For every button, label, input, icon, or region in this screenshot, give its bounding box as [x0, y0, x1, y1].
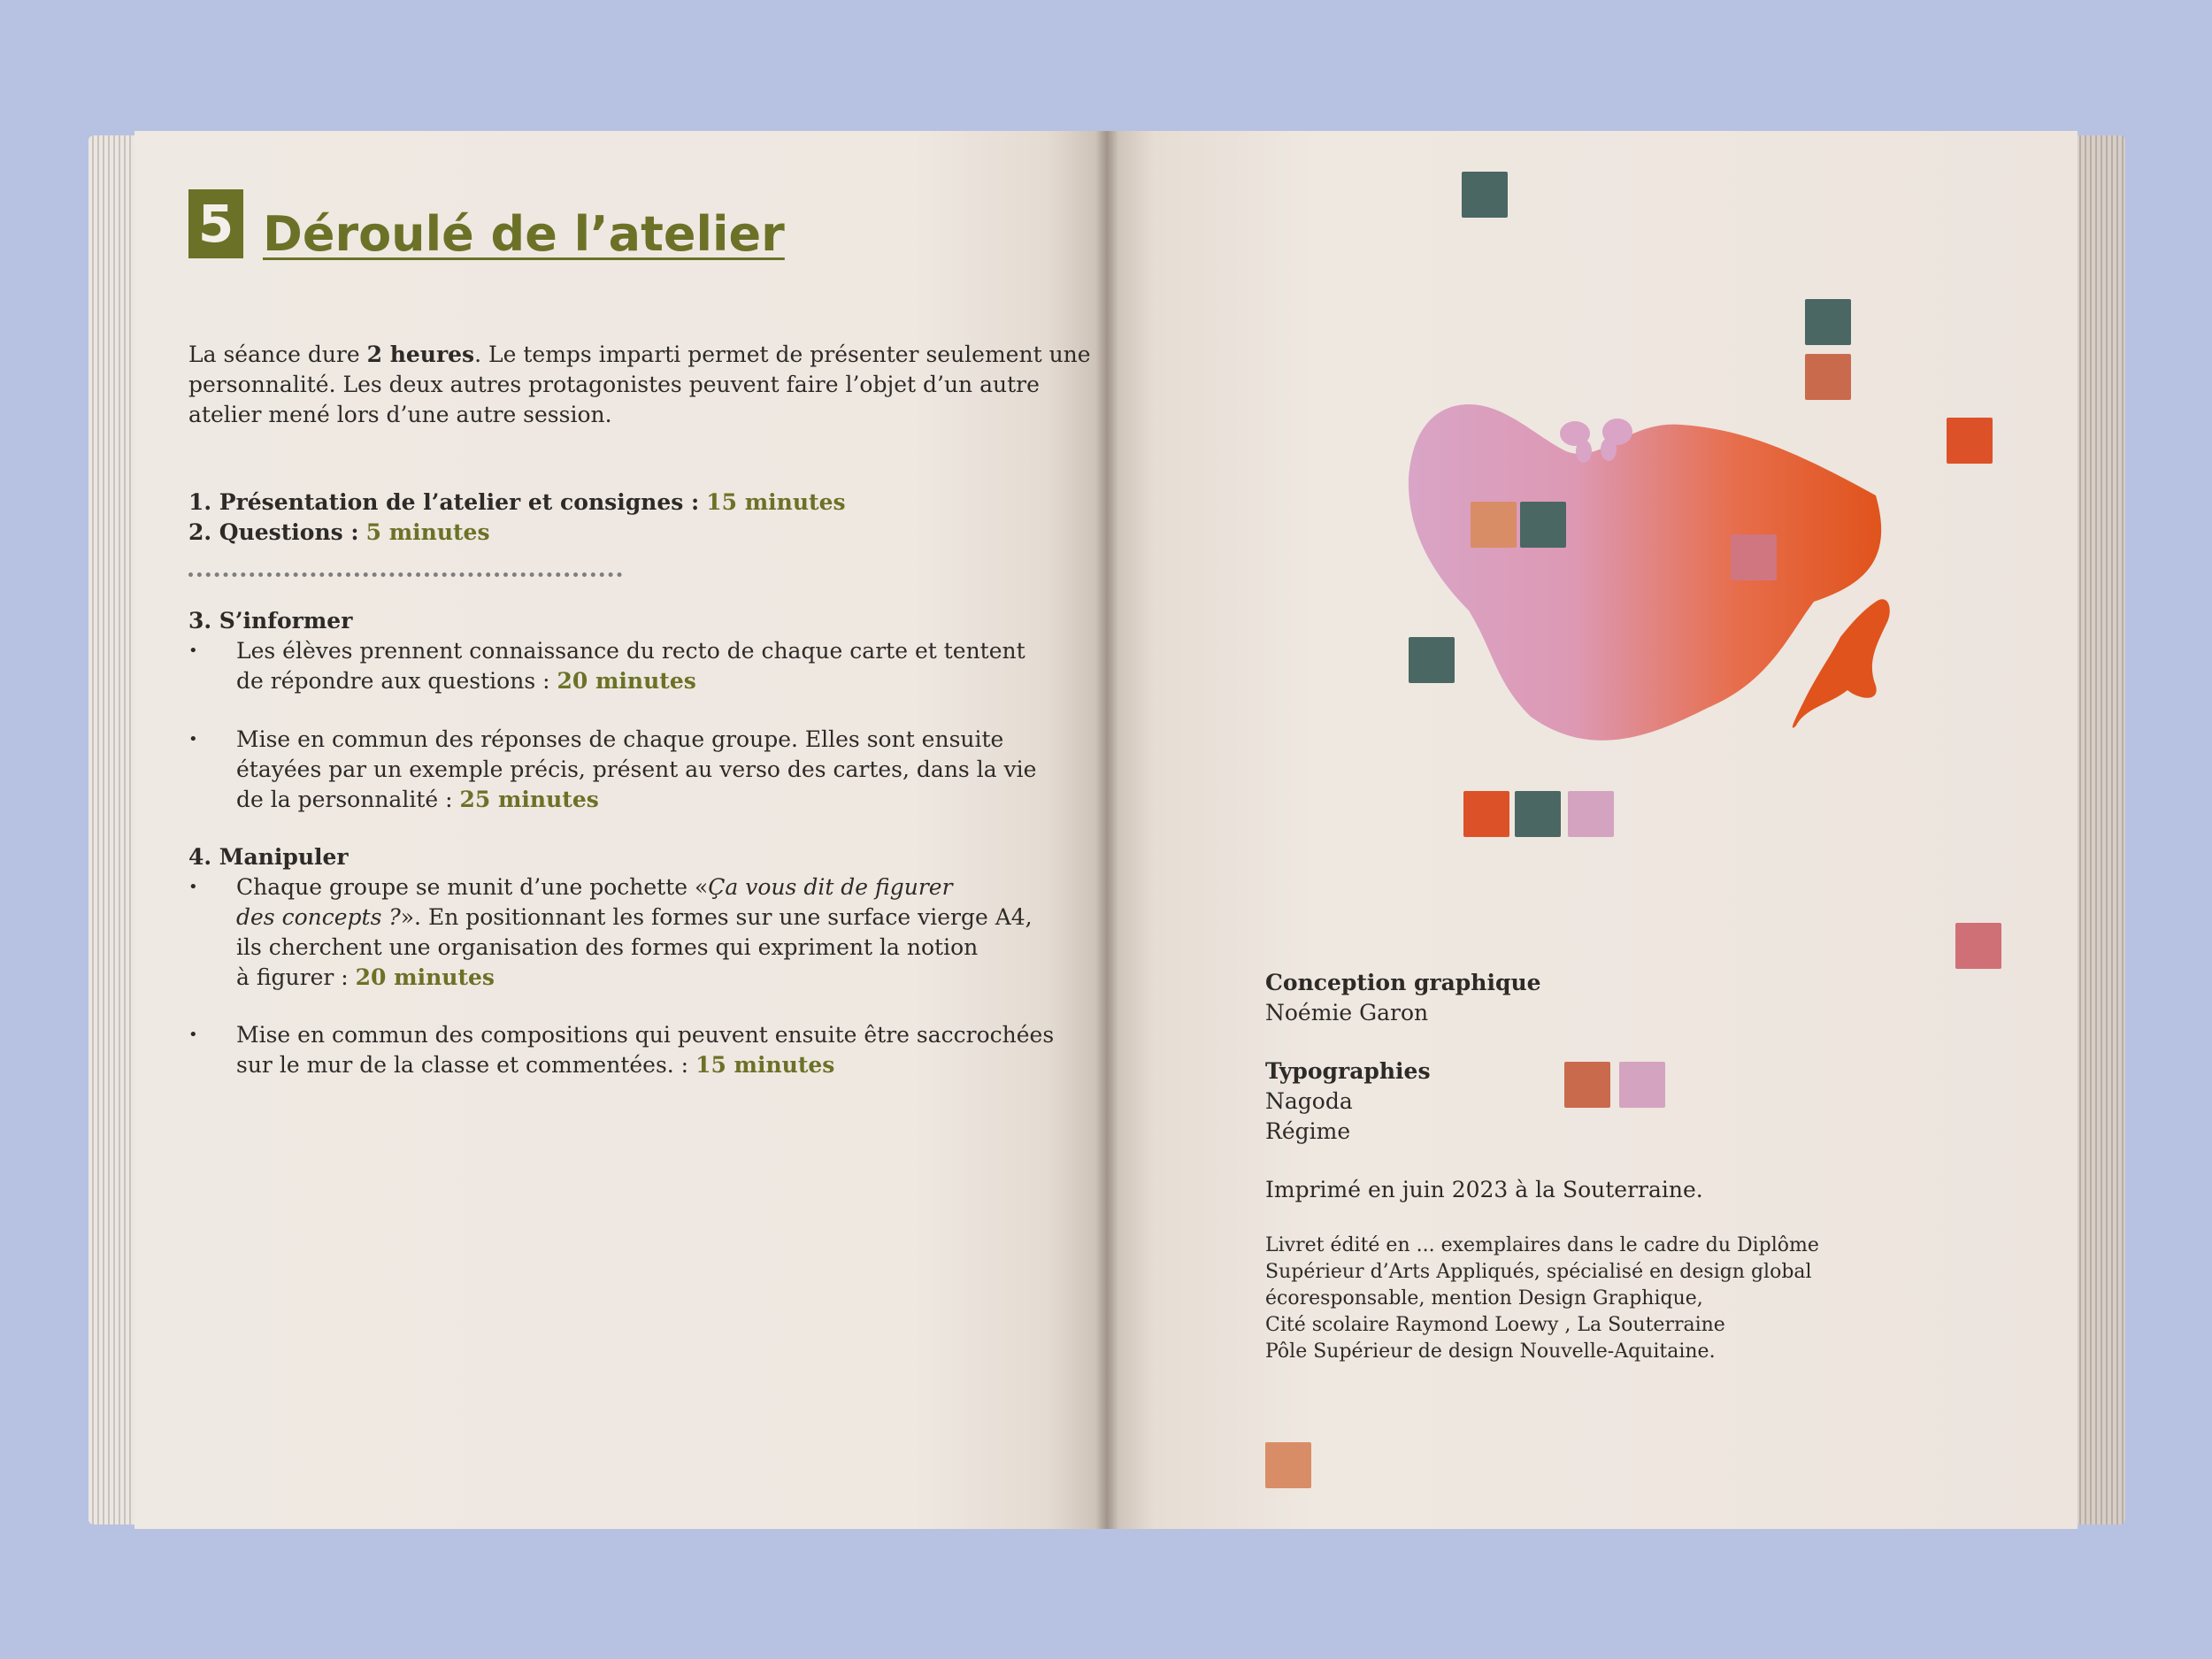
bullet-dot: • [188, 878, 198, 896]
orange-red-square [1947, 418, 1993, 464]
teal-square [1515, 791, 1561, 837]
abstract-blob-illustration [1398, 398, 1893, 770]
section-title: Déroulé de l’atelier [263, 206, 785, 262]
credit-designer-name: Noémie Garon [1265, 1000, 1429, 1025]
section-heading [188, 189, 785, 262]
colophon-line-4: Cité scolaire Raymond Loewy , La Souterraine [1265, 1314, 1725, 1336]
manipuler-heading: 4. Manipuler [188, 844, 349, 870]
teal-square [1409, 637, 1455, 683]
manipuler-bullet-1-line-4: à figurer : 20 minutes [236, 964, 495, 990]
colophon-line-5: Pôle Supérieur de design Nouvelle-Aquitaine. [1265, 1340, 1716, 1363]
rose-square [1955, 923, 2001, 969]
intro-line-2: personnalité. Les deux autres protagonistes peuvent faire l’objet d’un autre [188, 372, 1040, 397]
bullet-dot: • [188, 730, 198, 749]
book-gutter [1095, 131, 1118, 1529]
s-informer-bullet-2-line-1: Mise en commun des réponses de chaque groupe. Elles sont ensuite [236, 726, 1004, 752]
s-informer-heading: 3. S’informer [188, 608, 353, 634]
section-number-badge: 5 [188, 189, 243, 258]
s-informer-bullet-2-line-2: étayées par un exemple précis, présent au verso des cartes, dans la vie [236, 757, 1037, 782]
colophon-line-3: écoresponsable, mention Design Graphique, [1265, 1287, 1703, 1310]
intro-line-1: La séance dure 2 heures. Le temps imparti permet de présenter seulement une [188, 342, 1091, 367]
peach-square [1265, 1442, 1311, 1488]
left-page-edges [88, 135, 142, 1525]
orange-red-square [1463, 791, 1509, 837]
pink-square [1568, 791, 1614, 837]
colophon-line-2: Supérieur d’Arts Appliqués, spécialisé en design global [1265, 1261, 1812, 1283]
right-page-edges [2070, 135, 2125, 1525]
bullet-dot: • [188, 641, 198, 660]
small-blob-stem-right [1601, 438, 1617, 461]
pink-square [1619, 1062, 1665, 1108]
s-informer-bullet-1-line-2: de répondre aux questions : 20 minutes [236, 668, 696, 694]
manipuler-bullet-2-line-1: Mise en commun des compositions qui peuvent ensuite être saccrochées [236, 1022, 1055, 1048]
intro-line-3: atelier mené lors d’une autre session. [188, 402, 612, 427]
fin-blob-shape [1793, 599, 1890, 727]
step-2: 2. Questions : 5 minutes [188, 519, 490, 545]
teal-square [1520, 502, 1566, 548]
teal-square [1462, 172, 1508, 218]
manipuler-bullet-1-line-3: ils cherchent une organisation des formes qui expriment la notion [236, 934, 979, 960]
dotted-separator [188, 572, 622, 577]
colophon-line-1: Livret édité en ... exemplaires dans le cadre du Diplôme [1265, 1234, 1819, 1256]
s-informer-bullet-1-line-1: Les élèves prennent connaissance du recto de chaque carte et tentent [236, 638, 1025, 664]
peach-square [1471, 502, 1517, 548]
manipuler-bullet-1-line-1: Chaque groupe se munit d’une pochette «Ça vous dit de figurer [236, 874, 953, 900]
terracotta-square [1564, 1062, 1610, 1108]
credit-typeface-1: Nagoda [1265, 1088, 1353, 1114]
credit-heading-design: Conception graphique [1265, 970, 1541, 995]
bullet-dot: • [188, 1025, 198, 1044]
step-1: 1. Présentation de l’atelier et consignes : 15 minutes [188, 489, 846, 515]
rose-square [1731, 534, 1777, 580]
printed-notice: Imprimé en juin 2023 à la Souterraine. [1265, 1177, 1703, 1202]
manipuler-bullet-1-line-2: des concepts ?». En positionnant les formes sur une surface vierge A4, [236, 904, 1033, 930]
teal-square [1805, 299, 1851, 345]
s-informer-bullet-2-line-3: de la personnalité : 25 minutes [236, 787, 599, 812]
terracotta-square [1805, 354, 1851, 400]
small-blob-stem-left [1576, 440, 1592, 463]
credit-typeface-2: Régime [1265, 1118, 1351, 1144]
manipuler-bullet-2-line-2: sur le mur de la classe et commentées. : 15 minutes [236, 1052, 835, 1078]
credit-heading-typography: Typographies [1265, 1058, 1431, 1084]
